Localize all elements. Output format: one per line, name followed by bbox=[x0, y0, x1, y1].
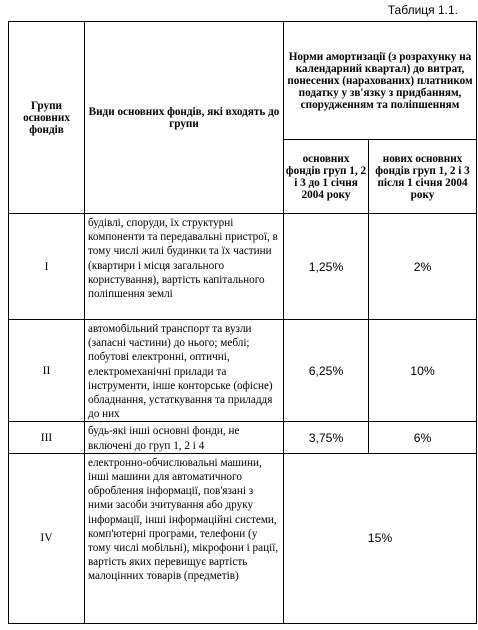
group-cell: I bbox=[9, 214, 85, 320]
description-cell: будівлі, споруди, їх структурні компоненти та передавальні пристрої, в тому числі жилі будинки та їх частини (квартири і місця загального користування), вартість капітального поліпшення землі bbox=[85, 214, 284, 320]
table-row bbox=[9, 320, 477, 422]
table-caption: Таблиця 1.1. bbox=[387, 3, 458, 17]
table-row bbox=[9, 214, 477, 320]
description-cell: електронно-обчислювальні машини, інші машини для автоматичного оброблення інформації, пов'язані з ними засоби зчитування або друку інформації, інші інформаційні системи, комп'ютерні програми, телефони (у тому числі мобільні), мікрофони і рації, вартість яких перевищує вартість малоцінних товарів (предметів) bbox=[85, 453, 284, 623]
table-row bbox=[9, 422, 477, 453]
rate-new-cell: 6% bbox=[369, 422, 477, 453]
header-sub-old: основних фондів груп 1, 2 і 3 до 1 січня 2004 року bbox=[284, 140, 369, 214]
rate-old-cell: 3,75% bbox=[284, 422, 369, 453]
rate-new-cell: 2% bbox=[369, 214, 477, 320]
group-cell: IV bbox=[9, 453, 85, 623]
description-cell: будь-які інші основні фонди, не включені до груп 1, 2 і 4 bbox=[85, 422, 284, 453]
header-sub-new: нових основних фондів груп 1, 2 і 3 після 1 січня 2004 року bbox=[369, 140, 477, 214]
table-row bbox=[9, 453, 477, 623]
group-cell: III bbox=[9, 422, 85, 453]
group-cell: II bbox=[9, 320, 85, 422]
rate-merged-cell: 15% bbox=[284, 453, 477, 623]
header-norms: Норми амортизації (з розрахунку на календарний квартал) до витрат, понесених (нарахованих) платником податку у зв'язку з придбанням, спорудженням та поліпшенням bbox=[284, 22, 477, 140]
rate-new-cell: 10% bbox=[369, 320, 477, 422]
amortization-table bbox=[8, 21, 477, 624]
rate-old-cell: 1,25% bbox=[284, 214, 369, 320]
header-group: Групи основних фондів bbox=[9, 22, 85, 214]
rate-old-cell: 6,25% bbox=[284, 320, 369, 422]
description-cell: автомобільний транспорт та вузли (запасні частини) до нього; меблі; побутові електронні, оптичні, електромеханічні прилади та інструменти, інше конторське (офісне) обладнання, устаткування та приладдя до них bbox=[85, 320, 284, 422]
header-kinds: Види основних фондів, які входять до групи bbox=[85, 22, 284, 214]
